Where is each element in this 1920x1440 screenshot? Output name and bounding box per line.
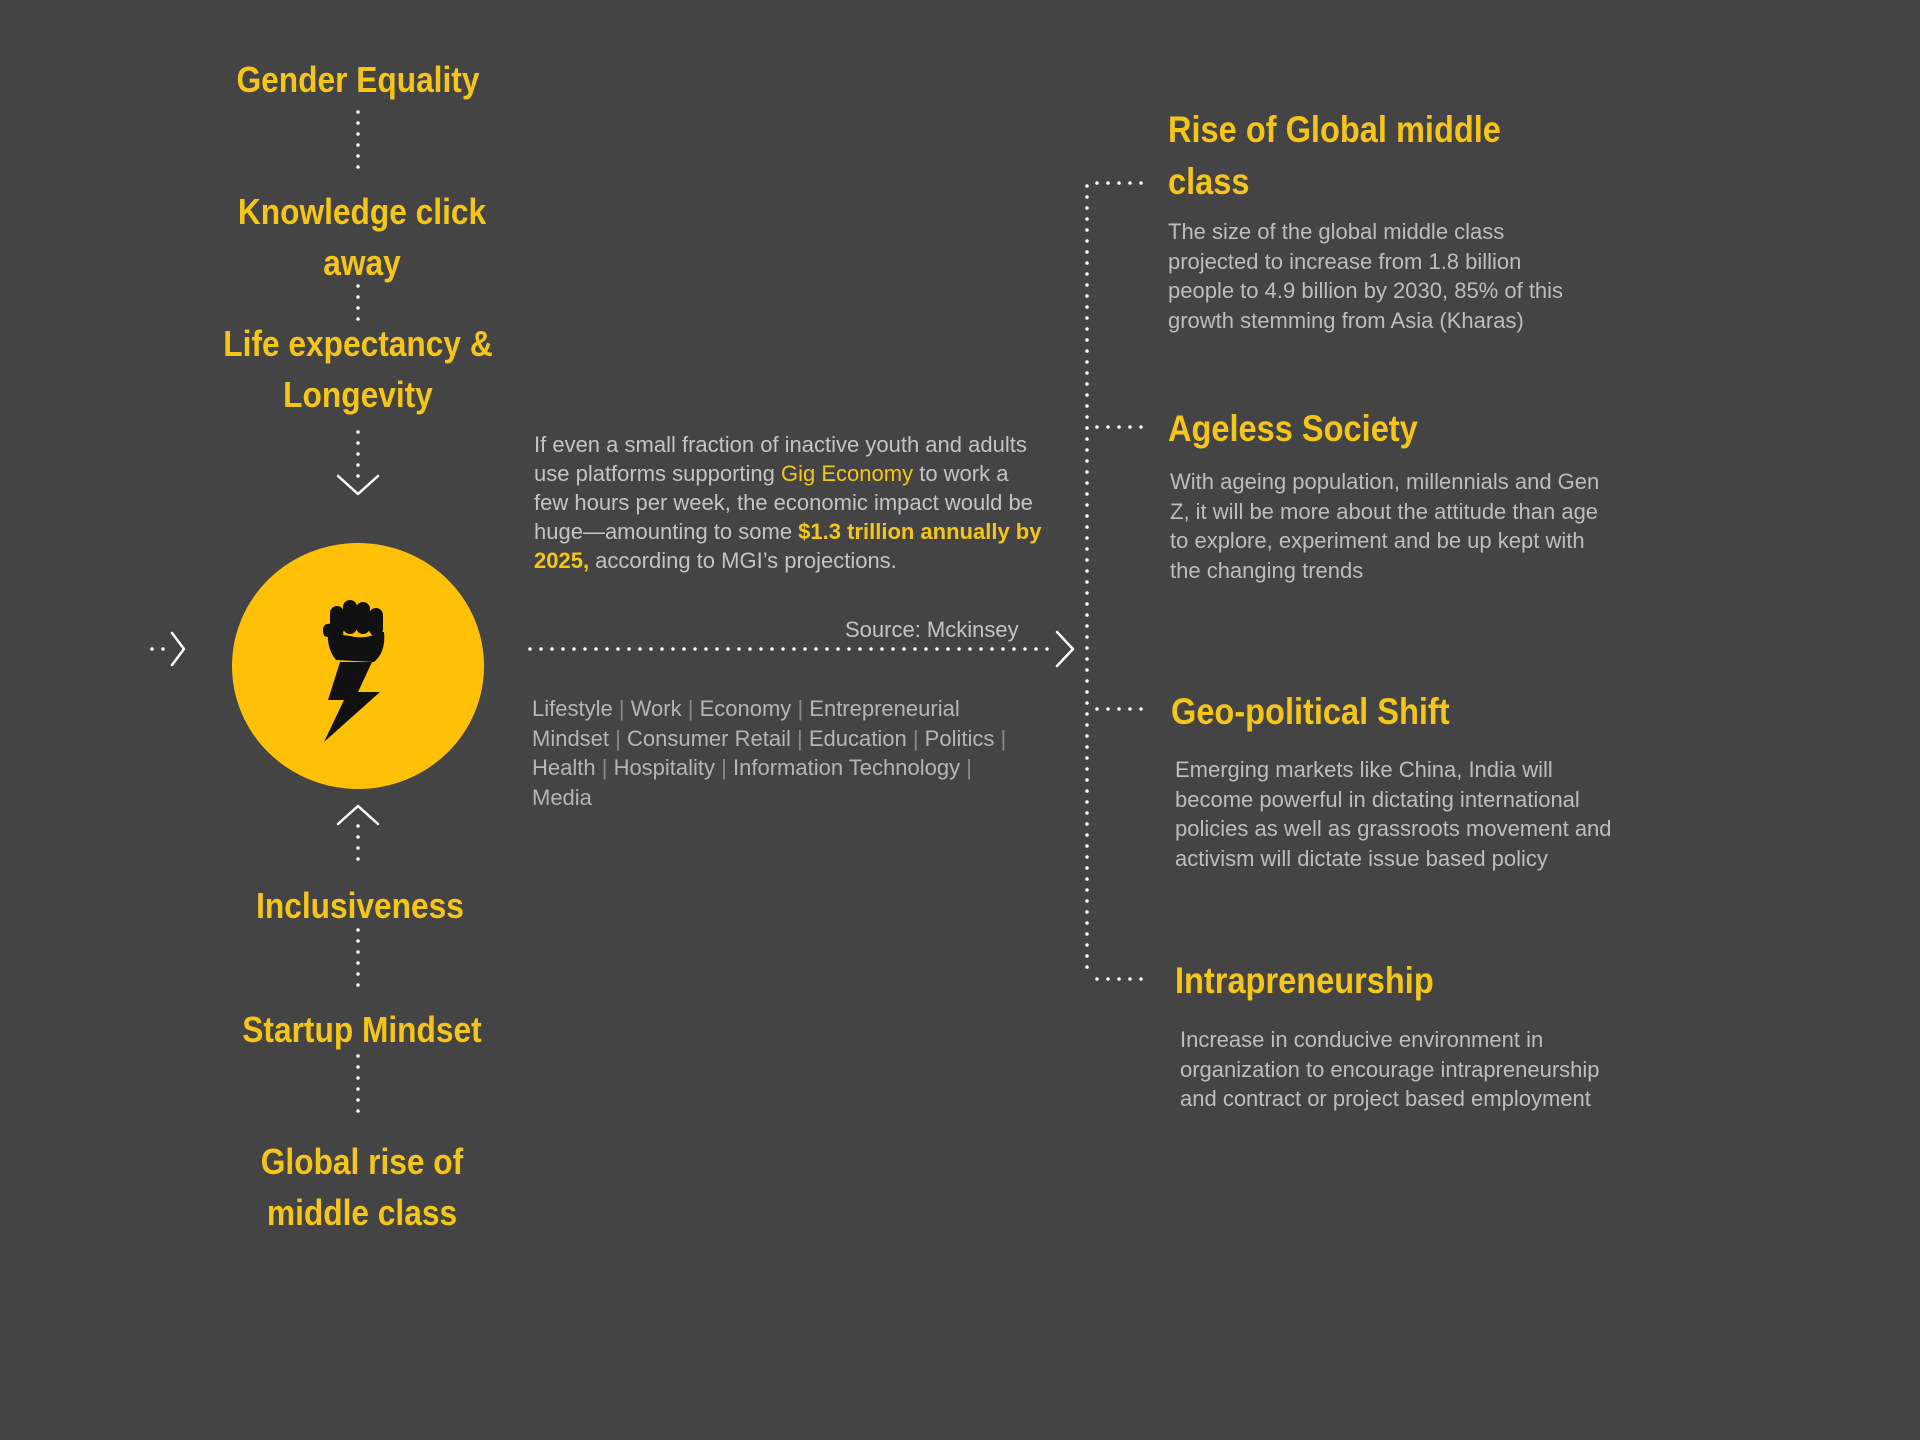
fist-lightning-icon — [310, 596, 410, 746]
trend-desc-ageless-society: With ageing population, millennials and Gen Z, it will be more about the attitude than age to explore, experiment and be up kept with the changing trends — [1170, 469, 1600, 583]
sector-tag: Work — [630, 696, 682, 721]
sector-separator: | — [796, 725, 803, 751]
trend-desc-geo-political-shift: Emerging markets like China, India will become powerful in dictating international policies as well as grassroots movement and activism will dictate issue based policy — [1175, 757, 1612, 871]
sector-tag: Entrepreneurial Mindset — [532, 696, 960, 751]
sector-separator: | — [721, 755, 727, 780]
driver-gender-equality: Gender Equality — [236, 59, 480, 100]
sector-separator: | — [912, 725, 919, 751]
trend-title-ageless-society: Ageless Society — [1168, 408, 1418, 449]
trend-title-intrapreneurship: Intrapreneurship — [1175, 960, 1434, 1001]
arrow-left-chevron-icon — [172, 633, 184, 665]
sector-tag: Health — [532, 755, 596, 780]
sector-tags — [532, 694, 1032, 812]
driver-life-expectancy: Life expectancy & Longevity — [223, 323, 493, 415]
driver-knowledge-click-away: Knowledge click away — [237, 191, 487, 283]
driver-startup-mindset: Startup Mindset — [242, 1009, 482, 1050]
highlight-gig-economy: Gig Economy — [781, 461, 914, 486]
highlight-trillion: $1.3 trillion annually by 2025, — [534, 519, 1042, 573]
trend-title-rise-global-middle-class: Rise of Global middle class — [1168, 109, 1501, 202]
sector-tag: Economy — [699, 696, 792, 721]
driver-inclusiveness: Inclusiveness — [256, 885, 464, 926]
sector-separator: | — [601, 755, 608, 780]
sector-separator: | — [966, 755, 972, 780]
driver-global-rise-middle-class: Global rise of middle class — [260, 1141, 464, 1233]
sector-separator: | — [615, 725, 621, 751]
sector-separator: | — [618, 696, 625, 721]
arrow-right-chevron-icon — [1057, 632, 1073, 666]
arrow-down-icon — [338, 476, 378, 494]
sector-separator: | — [687, 696, 694, 721]
source-label: Source: Mckinsey — [845, 617, 1019, 642]
sector-separator: | — [1000, 725, 1007, 751]
arrow-up-icon — [338, 806, 378, 824]
sector-tag: Media — [532, 784, 592, 810]
sector-tag: Lifestyle — [532, 696, 613, 721]
sector-separator: | — [797, 696, 804, 721]
trend-desc-intrapreneurship: Increase in conducive environment in organization to encourage intrapreneurship and contract or project based employment — [1180, 1027, 1600, 1111]
trend-title-geo-political-shift: Geo-political Shift — [1171, 691, 1450, 732]
sector-tag: Education — [808, 725, 907, 751]
trend-desc-rise-global-middle-class: The size of the global middle class projected to increase from 1.8 billion people to 4.9 billion by 2030, 85% of this growth stemming from Asia (Kharas) — [1168, 219, 1564, 333]
sector-tag: Consumer Retail — [627, 725, 791, 751]
sector-tag: Hospitality — [613, 755, 716, 780]
sector-tag: Information Technology — [733, 755, 961, 780]
sector-tag: Politics — [924, 725, 995, 751]
gig-economy-paragraph: If even a small fraction of inactive youth and adults use platforms supporting Gig Economy to work a few hours per week, the economic impact would be huge—amounting to some $1.3 trillion annually by 2025, according to MGI’s projections. — [534, 432, 1042, 573]
